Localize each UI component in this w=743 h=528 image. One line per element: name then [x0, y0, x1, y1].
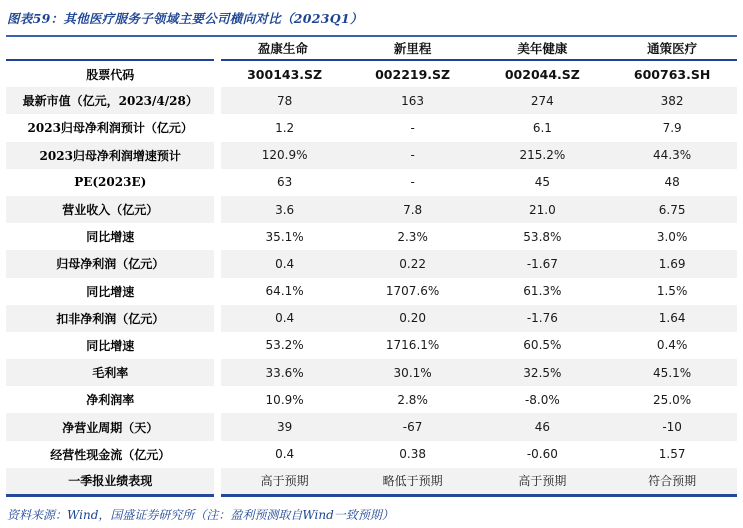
cell-value: 0.20: [399, 311, 426, 326]
cell-value: 3.0%: [656, 229, 688, 244]
company-header: 美年健康: [517, 41, 568, 56]
row-label: 营业收入（亿元）: [6, 196, 218, 223]
company-header: 通策医疗: [647, 41, 698, 56]
company-header-row: [6, 36, 737, 60]
company-comparison-table: [6, 35, 737, 497]
row-label: 2023归母净利润增速预计: [6, 142, 218, 169]
cell-value: 高于预期: [260, 474, 309, 489]
cell-value: 1.69: [658, 256, 686, 271]
cell-value: 45: [534, 175, 550, 190]
cell-value: -67: [402, 420, 423, 435]
cell-value: 1.5%: [656, 284, 688, 299]
company-header: 新里程: [393, 41, 432, 56]
cell-value: 略低于预期: [382, 474, 443, 489]
cell-value: 6.75: [658, 202, 686, 217]
cell-value: 21.0: [529, 202, 556, 217]
row-label: 同比增速: [6, 223, 218, 250]
row-label: 毛利率: [6, 359, 218, 386]
table-row: [6, 196, 737, 223]
cell-value: 高于预期: [518, 474, 567, 489]
cell-value: 45.1%: [653, 365, 692, 380]
cell-value: 60.5%: [523, 338, 562, 353]
cell-value: 7.9: [662, 120, 682, 135]
cell-value: 25.0%: [653, 392, 692, 407]
cell-value: 163: [401, 93, 425, 108]
table-row: [6, 223, 737, 250]
cell-value: 1707.6%: [385, 284, 440, 299]
row-label: PE(2023E): [6, 169, 218, 196]
row-label: 2023归母净利润预计（亿元）: [6, 114, 218, 141]
table-row: [6, 87, 737, 114]
cell-value: 53.8%: [523, 229, 562, 244]
cell-value: 002219.SZ: [375, 66, 451, 82]
cell-value: 7.8: [403, 202, 423, 217]
cell-value: -0.60: [526, 447, 558, 462]
table-row: [6, 468, 737, 495]
cell-value: 0.22: [399, 256, 426, 271]
cell-value: 46: [534, 420, 550, 435]
cell-value: 002044.SZ: [504, 66, 580, 82]
cell-value: 10.9%: [265, 392, 304, 407]
cell-value: 2.3%: [397, 229, 428, 244]
cell-value: 39: [276, 420, 293, 435]
cell-value: 0.4: [275, 256, 295, 271]
cell-value: 0.4: [275, 447, 295, 462]
cell-value: 0.4: [275, 311, 295, 326]
cell-value: -: [410, 148, 415, 163]
cell-value: 32.5%: [523, 365, 562, 380]
cell-value: 1.64: [658, 311, 686, 326]
row-label: 最新市值（亿元，2023/4/28）: [6, 87, 218, 114]
cell-value: -1.76: [526, 311, 558, 326]
table-row: [6, 142, 737, 169]
cell-value: 215.2%: [519, 148, 566, 163]
table-row: [6, 169, 737, 196]
cell-value: 0.4%: [656, 338, 688, 353]
cell-value: -8.0%: [524, 392, 560, 407]
cell-value: 300143.SZ: [247, 66, 323, 82]
table-header: [6, 36, 737, 60]
cell-value: -10: [662, 420, 682, 435]
header-corner-cell: [6, 36, 218, 60]
cell-value: 35.1%: [265, 229, 304, 244]
cell-value: 1.2: [275, 120, 295, 135]
company-header: 盈康生命: [257, 41, 308, 56]
table-row: [6, 332, 737, 359]
row-label: 归母净利润（亿元）: [6, 250, 218, 277]
row-label: 一季报业绩表现: [6, 468, 218, 495]
cell-value: 0.38: [399, 447, 426, 462]
figure-title: 图表59：其他医疗服务子领域主要公司横向对比（2023Q1）: [7, 11, 363, 26]
cell-value: 33.6%: [265, 365, 304, 380]
cell-value: -: [410, 175, 415, 190]
cell-value: 1716.1%: [385, 338, 440, 353]
cell-value: 53.2%: [265, 338, 304, 353]
row-label: 股票代码: [6, 60, 218, 87]
cell-value: 63: [276, 175, 293, 190]
table-row: [6, 441, 737, 468]
cell-value: 符合预期: [648, 474, 697, 489]
row-label: 净利润率: [6, 386, 218, 413]
cell-value: 48: [664, 175, 680, 190]
row-label: 净营业周期（天）: [6, 413, 218, 440]
row-label: 同比增速: [6, 332, 218, 359]
cell-value: 2.8%: [397, 392, 428, 407]
source-note: 资料来源：Wind，国盛证券研究所（注：盈利预测取自Wind一致预期）: [7, 507, 394, 522]
cell-value: 61.3%: [523, 284, 562, 299]
cell-value: 64.1%: [265, 284, 304, 299]
cell-value: 30.1%: [393, 365, 432, 380]
table-row: [6, 250, 737, 277]
table-row: [6, 386, 737, 413]
cell-value: 6.1: [532, 120, 552, 135]
cell-value: -1.67: [526, 256, 558, 271]
cell-value: 274: [530, 93, 554, 108]
row-label: 同比增速: [6, 278, 218, 305]
cell-value: 120.9%: [261, 148, 308, 163]
cell-value: 600763.SH: [633, 66, 711, 82]
table-row: [6, 114, 737, 141]
cell-value: 3.6: [275, 202, 295, 217]
cell-value: -: [410, 120, 415, 135]
cell-value: 382: [660, 93, 684, 108]
table-row: [6, 278, 737, 305]
table-body: [6, 60, 737, 495]
cell-value: 1.57: [658, 447, 686, 462]
row-label: 经营性现金流（亿元）: [6, 441, 218, 468]
table-row: [6, 60, 737, 87]
table-row: [6, 359, 737, 386]
row-label: 扣非净利润（亿元）: [6, 305, 218, 332]
cell-value: 78: [276, 93, 293, 108]
cell-value: 44.3%: [653, 148, 692, 163]
table-row: [6, 305, 737, 332]
table-row: [6, 413, 737, 440]
